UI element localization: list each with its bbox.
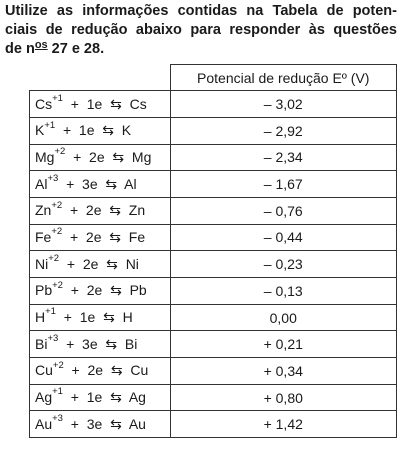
table-row [30, 278, 397, 305]
potential-value-cell: + 0,80 [170, 384, 397, 411]
electrons: 3e [82, 175, 98, 192]
potential-value-cell: 0,00 [170, 304, 397, 331]
table-row [30, 384, 397, 411]
ion-charge: +2 [51, 226, 63, 238]
question-intro [5, 2, 397, 60]
ion-charge: +3 [47, 172, 59, 184]
electrons: 2e [82, 255, 99, 272]
product-element: Cs [129, 95, 147, 112]
potential-value-cell: – 3,02 [170, 91, 397, 118]
electrons: 3e [86, 415, 103, 432]
intro-line-2: ciais de redução abaixo para responder às questões [5, 22, 397, 38]
electrons: 1e [86, 95, 103, 112]
product-element: K [121, 122, 132, 139]
table-row [30, 251, 397, 278]
intro-line-3-suffix: 27 e 28. [47, 41, 105, 57]
equilibrium-arrow-icon: ⇆ [110, 95, 122, 112]
equilibrium-arrow-icon: ⇆ [112, 148, 125, 165]
product-element: Bi [124, 335, 138, 352]
potential-value-cell: – 1,67 [170, 171, 397, 198]
electrons: 1e [86, 389, 103, 406]
ion-charge: +1 [45, 306, 56, 318]
table-row [30, 358, 397, 385]
half-reaction-cell: $Pb^{+2} + 2e$ ⇆ Pb [30, 278, 171, 305]
equilibrium-arrow-icon: ⇆ [103, 309, 115, 326]
table-header-row [30, 65, 397, 91]
half-reaction-cell: $Bi^{+3} + 3e$ ⇆ Bi [30, 331, 171, 358]
half-reaction-cell: $K^{+1} + 1e$ ⇆ K [30, 117, 171, 144]
table-row [30, 411, 397, 438]
intro-line-3 [5, 40, 397, 60]
table-row [30, 331, 397, 358]
reactant-ion: H [35, 309, 46, 326]
equilibrium-arrow-icon: ⇆ [109, 228, 122, 245]
equilibrium-arrow-icon: ⇆ [110, 415, 122, 432]
equilibrium-arrow-icon: ⇆ [110, 362, 123, 379]
half-reaction-cell: $Zn^{+2} + 2e$ ⇆ Zn [30, 197, 171, 224]
potential-value-cell: – 0,44 [170, 224, 397, 251]
table-row [30, 171, 397, 198]
equilibrium-arrow-icon: ⇆ [102, 122, 115, 139]
half-reaction-cell: $H^{+1} + 1e$ ⇆ H [30, 304, 171, 331]
half-reaction-cell: $Cs^{+1} + 1e$ ⇆ Cs [30, 91, 171, 118]
reactant-ion: Pb [35, 282, 53, 299]
equilibrium-arrow-icon: ⇆ [106, 255, 118, 272]
intro-line-1: Utilize as informações contidas na Tabela de poten- [5, 3, 397, 19]
product-element: Au [128, 415, 146, 432]
table-row [30, 117, 397, 144]
reactant-ion: Ag [35, 389, 53, 406]
potential-value-cell: – 0,13 [170, 278, 397, 305]
table-row [30, 144, 397, 171]
ion-charge: +2 [54, 146, 66, 158]
ion-charge: +1 [52, 386, 63, 398]
reactant-ion: Fe [35, 228, 52, 245]
product-element: H [122, 309, 133, 326]
reduction-potentials-table [29, 64, 397, 438]
half-reaction-cell: $Au^{+3} + 3e$ ⇆ Au [30, 411, 171, 438]
ion-charge: +2 [52, 359, 64, 371]
potential-value-cell: + 1,42 [170, 411, 397, 438]
product-element: Ni [125, 255, 139, 272]
product-element: Ag [128, 389, 146, 406]
potential-value-cell: – 2,34 [170, 144, 397, 171]
potential-value-cell: + 0,34 [170, 358, 397, 385]
electrons: 2e [86, 282, 103, 299]
equilibrium-arrow-icon: ⇆ [110, 389, 122, 406]
table-row [30, 197, 397, 224]
reactant-ion: Al [35, 175, 48, 192]
ion-charge: +2 [52, 279, 63, 291]
reactant-ion: Cs [35, 95, 53, 112]
product-element: Cu [130, 362, 149, 379]
intro-line-3-prefix: de n [5, 41, 35, 57]
reactant-ion: K [35, 122, 45, 139]
electrons: 2e [89, 148, 105, 165]
potential-value-cell: – 2,92 [170, 117, 397, 144]
half-reaction-cell: $Al^{+3} + 3e$ ⇆ Al [30, 171, 171, 198]
electrons: 2e [87, 362, 104, 379]
product-element: Mg [131, 148, 152, 165]
reactant-ion: Au [35, 415, 53, 432]
half-reaction-cell: $Mg^{+2} + 2e$ ⇆ Mg [30, 144, 171, 171]
electrons: 2e [85, 228, 102, 245]
reactant-ion: Cu [35, 362, 53, 379]
ion-charge: +2 [51, 199, 63, 211]
product-element: Zn [128, 202, 146, 219]
electrons: 1e [78, 122, 95, 139]
ion-charge: +3 [52, 413, 63, 425]
reactant-ion: Bi [35, 335, 48, 352]
potential-value-cell: – 0,76 [170, 197, 397, 224]
reactant-ion: Ni [35, 255, 49, 272]
reactant-ion: Zn [35, 202, 52, 219]
table-body [30, 91, 397, 438]
table-row [30, 224, 397, 251]
half-reaction-cell: $Fe^{+2} + 2e$ ⇆ Fe [30, 224, 171, 251]
electrons: 1e [79, 309, 96, 326]
electrons: 3e [82, 335, 98, 352]
table-header-potential: Potencial de redução Eº (V) [170, 65, 397, 91]
reactant-ion: Mg [35, 148, 55, 165]
product-element: Pb [129, 282, 147, 299]
electrons: 2e [85, 202, 102, 219]
ion-charge: +3 [47, 333, 59, 345]
product-element: Fe [128, 228, 146, 245]
intro-line-3-superscript: os [34, 39, 48, 51]
table-header-blank [30, 65, 171, 91]
half-reaction-cell: $Cu^{+2} + 2e$ ⇆ Cu [30, 358, 171, 385]
equilibrium-arrow-icon: ⇆ [109, 202, 122, 219]
ion-charge: +2 [48, 253, 60, 264]
potential-value-cell: + 0,21 [170, 331, 397, 358]
half-reaction-cell: $Ni^{+2} + 2e$ ⇆ Ni [30, 251, 171, 278]
ion-charge: +1 [44, 119, 56, 131]
equilibrium-arrow-icon: ⇆ [105, 335, 118, 352]
equilibrium-arrow-icon: ⇆ [110, 282, 122, 299]
equilibrium-arrow-icon: ⇆ [105, 175, 118, 192]
potential-value-cell: – 0,23 [170, 251, 397, 278]
half-reaction-cell: $Ag^{+1} + 1e$ ⇆ Ag [30, 384, 171, 411]
ion-charge: +1 [52, 92, 63, 104]
product-element: Al [124, 175, 137, 192]
table-row [30, 304, 397, 331]
table-row [30, 91, 397, 118]
